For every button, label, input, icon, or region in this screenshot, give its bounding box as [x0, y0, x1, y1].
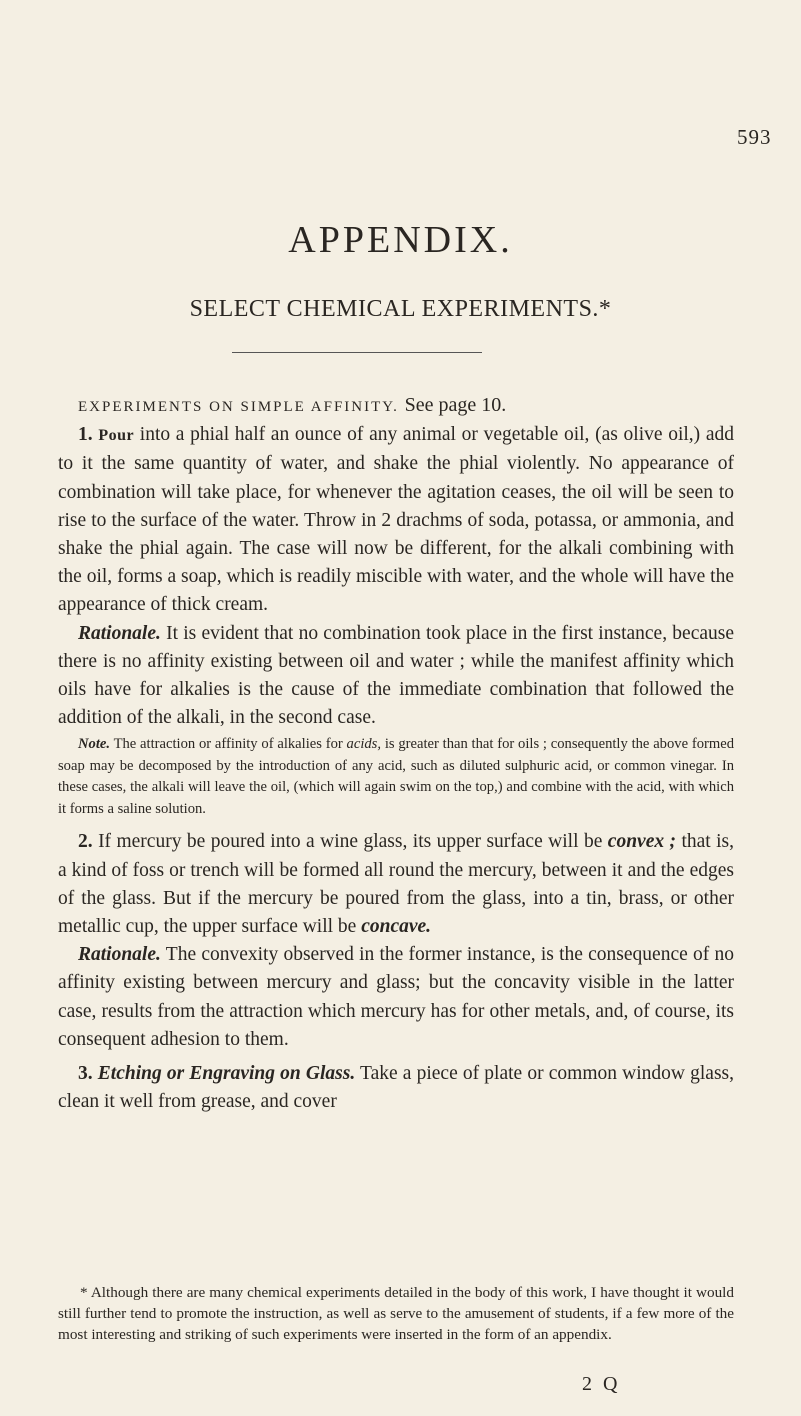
section-heading: [58, 391, 734, 421]
experiment-number: 2.: [78, 831, 93, 853]
rationale-1: [58, 620, 734, 733]
rationale-2: [58, 941, 734, 1054]
rationale-label: Rationale.: [78, 622, 161, 644]
experiment-3: [58, 1060, 734, 1116]
experiment-text-b: that is, a kind of foss or trench will be formed all round the mercury, between it and the edges of the glass. But if the mercury be poured from the glass, into a tin, brass, or other metallic cup, the upper surface will be: [58, 831, 735, 938]
page-title: APPENDIX.: [288, 219, 513, 261]
note-text-b: is greater than that for oils ; consequently the above formed soap may be decomposed by the introduction of any acid, such as diluted sulphuric acid, or common vinegar. In these cases, the alkali will leave the oil, (which will again swim on the top,) and combine with the acid, with which it forms a saline solution.: [58, 736, 734, 817]
rationale-text: The convexity observed in the former instance, is the consequence of no affinity existing between mercury and glass; but the concavity visible in the latter case, results from the attraction which mercury has for other metals, and, of course, its consequent adhesion to them.: [58, 944, 734, 1050]
experiment-text-a: If mercury be poured into a wine glass, its upper surface will be: [98, 831, 603, 853]
footnote-marker: *: [80, 1284, 88, 1301]
page-number: 593: [737, 125, 772, 149]
experiment-text: into a phial half an ounce of any animal or vegetable oil, (as olive oil,) add to it the same quantity of water, and shake the phial violently. No appearance of combination will take place, for whenever the agitation ceases, the oil will be seen to rise to the surface of the water. Throw in 2 drachms of soda, potassa, or ammonia, and shake the phial again. The case will now be different, for the alkali combining with the oil, forms a soap, which is readily miscible with water, and the whole will have the appearance of thick cream.: [58, 424, 734, 616]
lead-word: Pour: [98, 427, 135, 445]
experiment-heading: Etching or Engraving on Glass.: [97, 1063, 356, 1085]
page-subtitle: SELECT CHEMICAL EXPERIMENTS.*: [189, 296, 612, 322]
concave-term: concave.: [361, 916, 432, 938]
section-heading-text: EXPERIMENTS ON SIMPLE AFFINITY.: [78, 399, 399, 415]
experiment-number: 3.: [78, 1063, 93, 1085]
rationale-label: Rationale.: [78, 944, 161, 966]
section-page-reference: See page 10.: [404, 394, 507, 416]
body-text: [58, 391, 734, 1116]
footnote-text: Although there are many chemical experiments detailed in the body of this work, I have thought it would still further tend to promote the instruction, as well as serve to the amusement of students, if a few more of the most interesting and striking of such experiments were inserted in the form of an appendix.: [58, 1284, 734, 1343]
title-divider: [232, 352, 482, 353]
experiment-2: [58, 828, 734, 941]
note-text-a: The attraction or affinity of alkalies for: [113, 736, 343, 753]
convex-term: convex ;: [607, 831, 677, 853]
note-label: Note.: [78, 736, 111, 753]
note-emphasis: acids,: [346, 736, 382, 753]
experiment-1: [58, 421, 734, 619]
experiment-number: 1.: [78, 424, 93, 446]
rationale-text: It is evident that no combination took place in the first instance, because there is no affinity existing between oil and water ; while the manifest affinity which oils have for alkalies is the cause of the immediate combination that followed the addition of the alkali, in the second case.: [58, 622, 735, 729]
note: [58, 734, 734, 820]
signature-mark: 2 Q: [582, 1373, 621, 1395]
footnote: [58, 1282, 734, 1345]
experiment-text: Take a piece of plate or common window glass, clean it well from grease, and cover: [58, 1063, 735, 1113]
